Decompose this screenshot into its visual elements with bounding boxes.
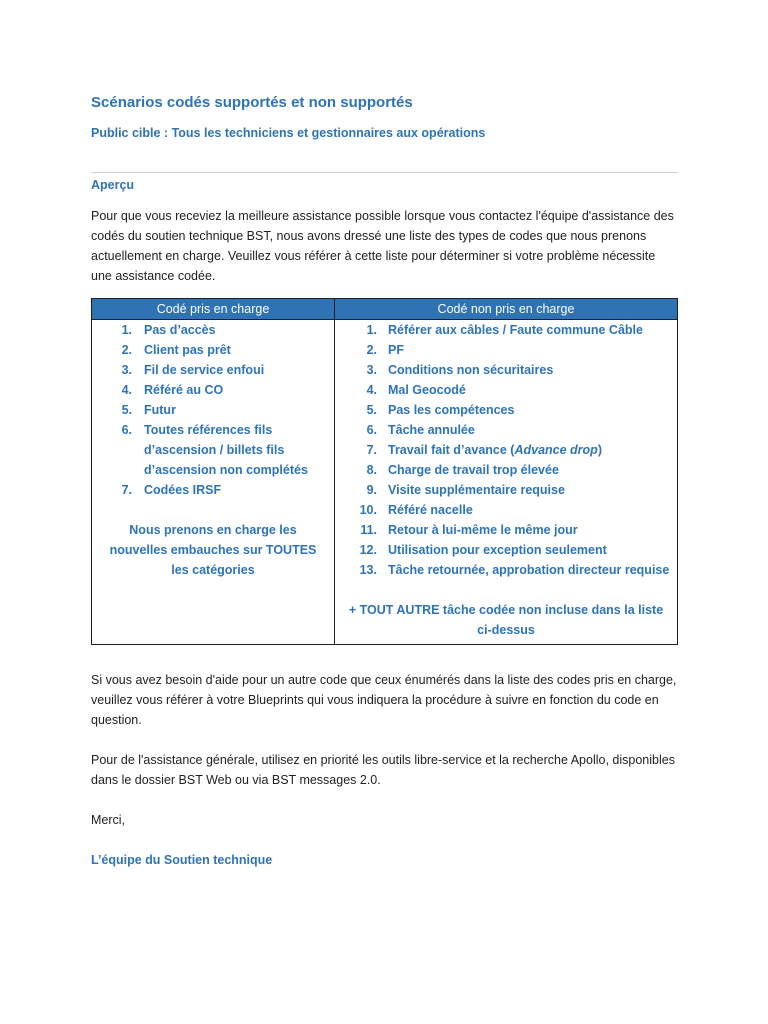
item-number: 7. — [366, 443, 377, 457]
header-unsupported: Codé non pris en charge — [335, 299, 678, 320]
supported-item — [92, 320, 334, 340]
item-suffix: ) — [597, 443, 602, 457]
item-text — [144, 360, 334, 380]
intro-paragraph: Pour que vous receviez la meilleure assistance possible lorsque vous contactez l'équipe d'assistance des codés du soutien technique BST, nous avons dressé une liste des types de codes que nous prenons actuellement en charge. Veuillez vous référer à cette liste pour déterminer si votre problème nécessite une assistance codée. — [91, 209, 674, 283]
item-number: 5. — [366, 403, 377, 417]
general-assistance-paragraph: Pour de l'assistance générale, utilisez en priorité les outils libre-service et la recherche Apollo, disponibles dans le dossier BST Web ou via BST messages 2.0. — [91, 753, 675, 787]
item-number: 13. — [359, 563, 377, 577]
closing: Merci, — [91, 813, 126, 827]
item-label: Futur — [144, 403, 176, 417]
item-label: Tâche annulée — [388, 423, 475, 437]
item-label: Toutes références fils d’ascension / billets fils d’ascension non complétés — [144, 423, 308, 477]
unsupported-item — [335, 440, 677, 460]
unsupported-item — [335, 560, 677, 580]
item-number: 11. — [360, 523, 377, 537]
unsupported-item — [335, 340, 677, 360]
item-label: Tâche retournée, approbation directeur requise — [388, 563, 670, 577]
supported-item — [92, 480, 334, 500]
supported-cell — [92, 320, 335, 645]
supported-item — [92, 400, 334, 420]
item-text — [388, 540, 677, 560]
unsupported-item — [335, 400, 677, 420]
item-number: 7. — [121, 483, 132, 497]
item-label: Client pas prêt — [144, 343, 231, 357]
item-number: 8. — [366, 463, 377, 477]
item-number: 2. — [121, 343, 132, 357]
header-supported: Codé pris en charge — [92, 299, 335, 320]
supported-list — [92, 320, 334, 500]
unsupported-cell — [335, 320, 678, 645]
item-number: 6. — [121, 423, 132, 437]
item-text — [388, 340, 677, 360]
audience-line: Public cible : Tous les techniciens et gestionnaires aux opérations — [91, 126, 486, 140]
item-number: 3. — [366, 363, 377, 377]
item-text — [388, 420, 677, 440]
signature: L’équipe du Soutien technique — [91, 853, 273, 867]
unsupported-item — [335, 360, 677, 380]
unsupported-note: + TOUT AUTRE tâche codée non incluse dans la liste ci-dessus — [348, 603, 664, 637]
item-italic: Advance drop — [514, 443, 598, 457]
item-text — [388, 380, 677, 400]
help-paragraph: Si vous avez besoin d'aide pour un autre code que ceux énumérés dans la liste des codes pris en charge, veuillez vous référer à votre Blueprints qui vous indiquera la procédure à suivre en fonction du code en question. — [91, 673, 677, 727]
item-text — [144, 480, 334, 500]
divider — [91, 172, 678, 173]
item-label: Conditions non sécuritaires — [388, 363, 554, 377]
item-number: 3. — [121, 363, 132, 377]
item-label: Utilisation pour exception seulement — [388, 543, 607, 557]
unsupported-item — [335, 460, 677, 480]
item-text — [388, 440, 677, 460]
item-text — [388, 400, 677, 420]
item-number: 4. — [121, 383, 132, 397]
item-text — [144, 340, 334, 360]
item-label: Référer aux câbles / Faute commune Câble — [388, 323, 643, 337]
item-text — [388, 480, 677, 500]
item-number: 10. — [359, 503, 377, 517]
item-number: 6. — [366, 423, 377, 437]
item-label: Retour à lui-même le même jour — [388, 523, 578, 537]
item-label: Référé au CO — [144, 383, 224, 397]
item-text — [144, 380, 334, 400]
item-text — [388, 560, 677, 580]
item-number: 9. — [366, 483, 377, 497]
item-number: 12. — [359, 543, 377, 557]
item-label: Fil de service enfoui — [144, 363, 265, 377]
section-heading-apercu: Aperçu — [91, 178, 135, 192]
unsupported-item — [335, 520, 677, 540]
item-number: 1. — [366, 323, 377, 337]
item-number: 5. — [121, 403, 132, 417]
item-text — [388, 500, 677, 520]
codes-table — [91, 298, 678, 645]
item-label: Visite supplémentaire requise — [388, 483, 565, 497]
document-title: Scénarios codés supportés et non supportés — [91, 94, 413, 111]
item-text — [144, 320, 334, 340]
unsupported-item — [335, 320, 677, 340]
unsupported-item — [335, 380, 677, 400]
supported-item — [92, 340, 334, 360]
item-number: 2. — [366, 343, 377, 357]
item-text — [144, 420, 334, 480]
unsupported-item — [335, 420, 677, 440]
supported-item — [92, 380, 334, 400]
item-number: 1. — [121, 323, 132, 337]
supported-note: Nous prenons en charge les nouvelles embauches sur TOUTES les catégories — [109, 523, 317, 577]
unsupported-list — [335, 320, 677, 580]
item-text — [388, 460, 677, 480]
item-label: Pas les compétences — [388, 403, 515, 417]
item-text — [388, 320, 677, 340]
item-label: Référé nacelle — [388, 503, 473, 517]
unsupported-item — [335, 480, 677, 500]
item-label: Mal Geocodé — [388, 383, 466, 397]
item-number: 4. — [366, 383, 377, 397]
unsupported-item — [335, 540, 677, 560]
supported-item — [92, 420, 334, 480]
item-label: Pas d’accès — [144, 323, 216, 337]
item-text — [388, 360, 677, 380]
unsupported-item — [335, 500, 677, 520]
item-text — [144, 400, 334, 420]
supported-item — [92, 360, 334, 380]
item-text — [388, 520, 677, 540]
item-label: Charge de travail trop élevée — [388, 463, 559, 477]
item-label: Travail fait d’avance ( — [388, 443, 515, 457]
item-label: Codées IRSF — [144, 483, 222, 497]
item-label: PF — [388, 343, 404, 357]
